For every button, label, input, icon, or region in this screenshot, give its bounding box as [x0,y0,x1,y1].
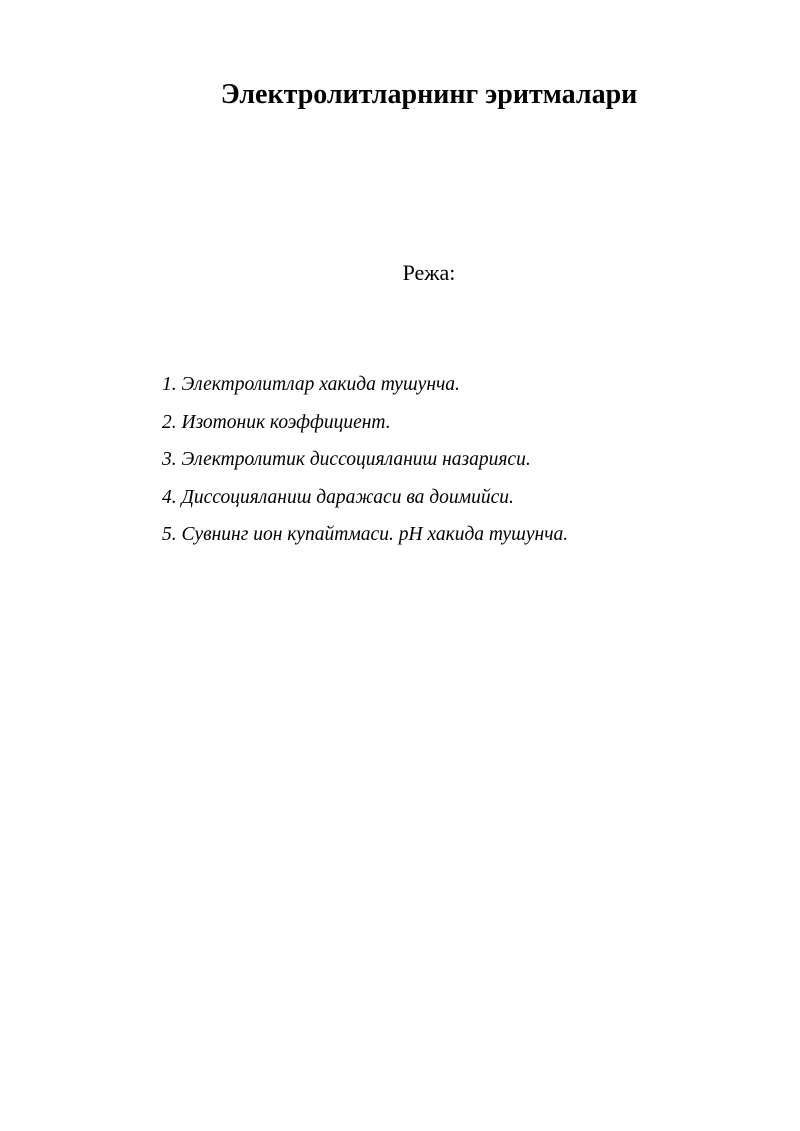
outline-item [162,447,568,473]
outline-item-text: Электролитлар хакида тушунча. [181,374,460,395]
outline-item-number: 3. [162,449,177,470]
outline-item-text: Изотоник коэффициент. [181,411,391,433]
outline-item [162,410,568,436]
outline-item-number: 1. [162,374,177,395]
outline-list [162,372,568,560]
outline-item-number: 5. [162,524,177,545]
outline-item-number: 2. [162,411,177,433]
plan-heading: Режа: [402,260,456,285]
outline-item [162,485,568,511]
outline-item-text: Электролитик диссоцияланиш назарияси. [181,449,531,470]
outline-item-text: Диссоцияланиш даражаси ва доимийси. [181,486,514,508]
outline-item [162,372,568,398]
outline-item [162,522,568,548]
outline-item-number: 4. [162,486,177,508]
outline-item-text: Сувнинг ион купайтмаси. pH хакида тушунча. [181,524,569,545]
document-title: Электролитларнинг эритмалари [220,79,638,110]
